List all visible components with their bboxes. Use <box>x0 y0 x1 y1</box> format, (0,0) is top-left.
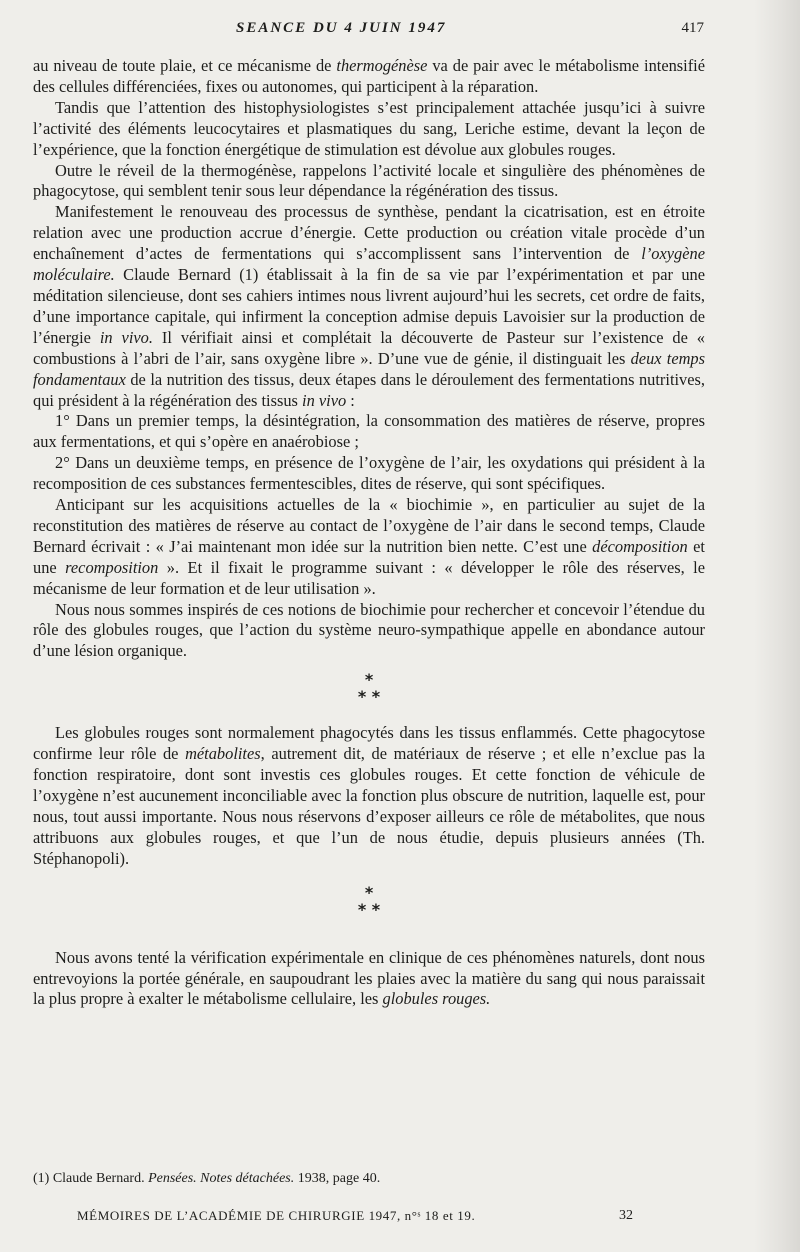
footnote <box>33 1170 705 1188</box>
running-header <box>0 20 800 42</box>
italic-run: in vivo. <box>99 327 153 347</box>
text-run: Claude Bernard (1) établissait à la fin de sa vie par l’expérimentation et par une méditation silencieuse, dont ses cahiers intimes nous livrent aujourd’hui les secrets, cet ordre de faits, d’une importance capitale, qui infirment la conception admise depuis Lavoisier sur la production de l’énergie <box>33 265 705 347</box>
italic-run: deux temps fondamentaux <box>33 348 706 389</box>
text-run: Outre le réveil de la thermogénèse, rappelons l’activité locale et singulière des phénomènes de phagocytose, qui semblent tenir sous leur dépendance la régénération des tissus. <box>33 160 705 201</box>
text-run: Nous nous sommes inspirés de ces notions de biochimie pour rechercher et concevoir l’étendue du rôle des globules rouges, que l’action du système neuro-sympathique appelle en abondance autour d’une lésion organique. <box>33 599 705 661</box>
text-run: , autrement dit, de matériaux de réserve ; et elle n’exclue pas la fonction respiratoire, dont sont investis ces globules rouges. Et cette fonction de véhicule de l’oxygène n’est aucunement inconciliable avec la fonction plus obscure de nutrition, laquelle est, pour nous, tout aussi importante. Nous nous réservons d’exposer ailleurs ce rôle de métabolites, que nous attribuons aux globules rouges, et que l’un de nous étudie, depuis plusieurs années (Th. Stéphanopoli). <box>33 744 705 868</box>
paragraph <box>33 202 705 411</box>
text-run: Il vérifiait ainsi et complétait la découverte de Pasteur sur l’existence de « combustions à l’abri de l’air, sans oxygène libre ». D’une vue de génie, il distinguait les <box>33 327 705 368</box>
body-text <box>33 56 705 1010</box>
paragraph <box>33 98 705 161</box>
page-number: 417 <box>681 20 704 36</box>
running-title: SEANCE DU 4 JUIN 1947 <box>236 20 447 36</box>
paragraph <box>33 723 705 869</box>
asterism-divider <box>33 884 705 918</box>
italic-run: Pensées. Notes détachées. <box>148 1171 295 1186</box>
paragraph <box>33 495 705 600</box>
asterism-divider <box>33 671 705 705</box>
journal-citation: MÉMOIRES DE L’ACADÉMIE DE CHIRURGIE 1947, n°ˢ 18 et 19. <box>77 1208 476 1223</box>
bleed-through-margin <box>754 0 800 1252</box>
paragraph <box>33 161 705 203</box>
asterism-top: * <box>364 670 374 690</box>
text-run: et une <box>33 536 705 577</box>
text-run: : <box>346 390 355 410</box>
paragraph <box>33 600 705 663</box>
italic-run: métabolites <box>185 744 261 764</box>
italic-run: globules rouges. <box>382 989 491 1009</box>
text-run: Nous avons tenté la vérification expérimentale en clinique de ces phénomènes naturels, dont nous entrevoyions la portée générale, en saupoudrant les plaies avec la matière du sang qui nous paraissait la plus propre à exalter le métabolisme cellulaire, les <box>33 947 705 1009</box>
text-run: (1) Claude Bernard. <box>33 1171 149 1186</box>
paragraph <box>33 948 705 1011</box>
italic-run: recomposition <box>65 557 159 577</box>
text-run: 1° Dans un premier temps, la désintégration, la consommation des matières de réserve, propres aux fermentations, et qui s’opère en anaérobiose ; <box>33 411 705 452</box>
text-run: au niveau de toute plaie, et ce mécanisme de <box>33 56 337 75</box>
text-run: de la nutrition des tissus, deux étapes dans le déroulement des fermentations nutritives, qui président à la régénération des tissus <box>33 369 705 410</box>
text-run: Manifestement le renouveau des processus de synthèse, pendant la cicatrisation, est en étroite relation avec une production accrue d’énergie. Cette production ou création vitale procède d’un enchaînement d’actes de fermentations qui s’accomplissent sans l’intervention de <box>33 202 705 264</box>
paragraph <box>33 411 705 453</box>
italic-run: thermogénèse <box>336 56 428 75</box>
text-run: 2° Dans un deuxième temps, en présence de l’oxygène de l’air, les oxydations qui président à la recomposition de ces substances fermentescibles, dites de réserve, qui sont spécifiques. <box>33 453 705 494</box>
text-run: 1938, page 40. <box>294 1171 381 1186</box>
italic-run: in vivo <box>302 390 347 410</box>
text-run: Les globules rouges sont normalement phagocytés dans les tissus enflammés. Cette phagocytose confirme leur rôle de <box>33 723 705 764</box>
page-footer <box>33 1208 705 1228</box>
text-run: Anticipant sur les acquisitions actuelles de la « biochimie », en particulier au sujet de la reconstitution des matières de réserve au contact de l’oxygène de l’air dans le second temps, Claude Bernard écrivait : « J’ai maintenant mon idée sur la nutrition bien nette. C’est une <box>33 495 705 556</box>
asterism-bottom: * * <box>357 899 381 919</box>
italic-run: l’oxygène moléculaire. <box>33 244 705 285</box>
asterism-top: * <box>364 882 374 902</box>
paragraph <box>33 56 705 98</box>
signature-mark: 32 <box>619 1208 633 1223</box>
text-run: ». Et il fixait le programme suivant : « développer le rôle des réserves, le mécanisme de leur formation et de leur utilisation ». <box>33 557 705 598</box>
text-run: va de pair avec le métabolisme intensifié des cellules différenciées, fixes ou autonomes, qui participent à la réparation. <box>33 56 706 96</box>
text-run: Tandis que l’attention des histophysiologistes s’est principalement attachée jusqu’ici à suivre l’activité des éléments leucocytaires et plasmatiques du sang, Leriche estime, devant la leçon de l’expérience, que la fonction énergétique de stimulation est dévolue aux globules rouges. <box>33 97 705 159</box>
asterism-bottom: * * <box>357 687 381 707</box>
paragraph <box>33 453 705 495</box>
italic-run: décomposition <box>592 536 688 556</box>
